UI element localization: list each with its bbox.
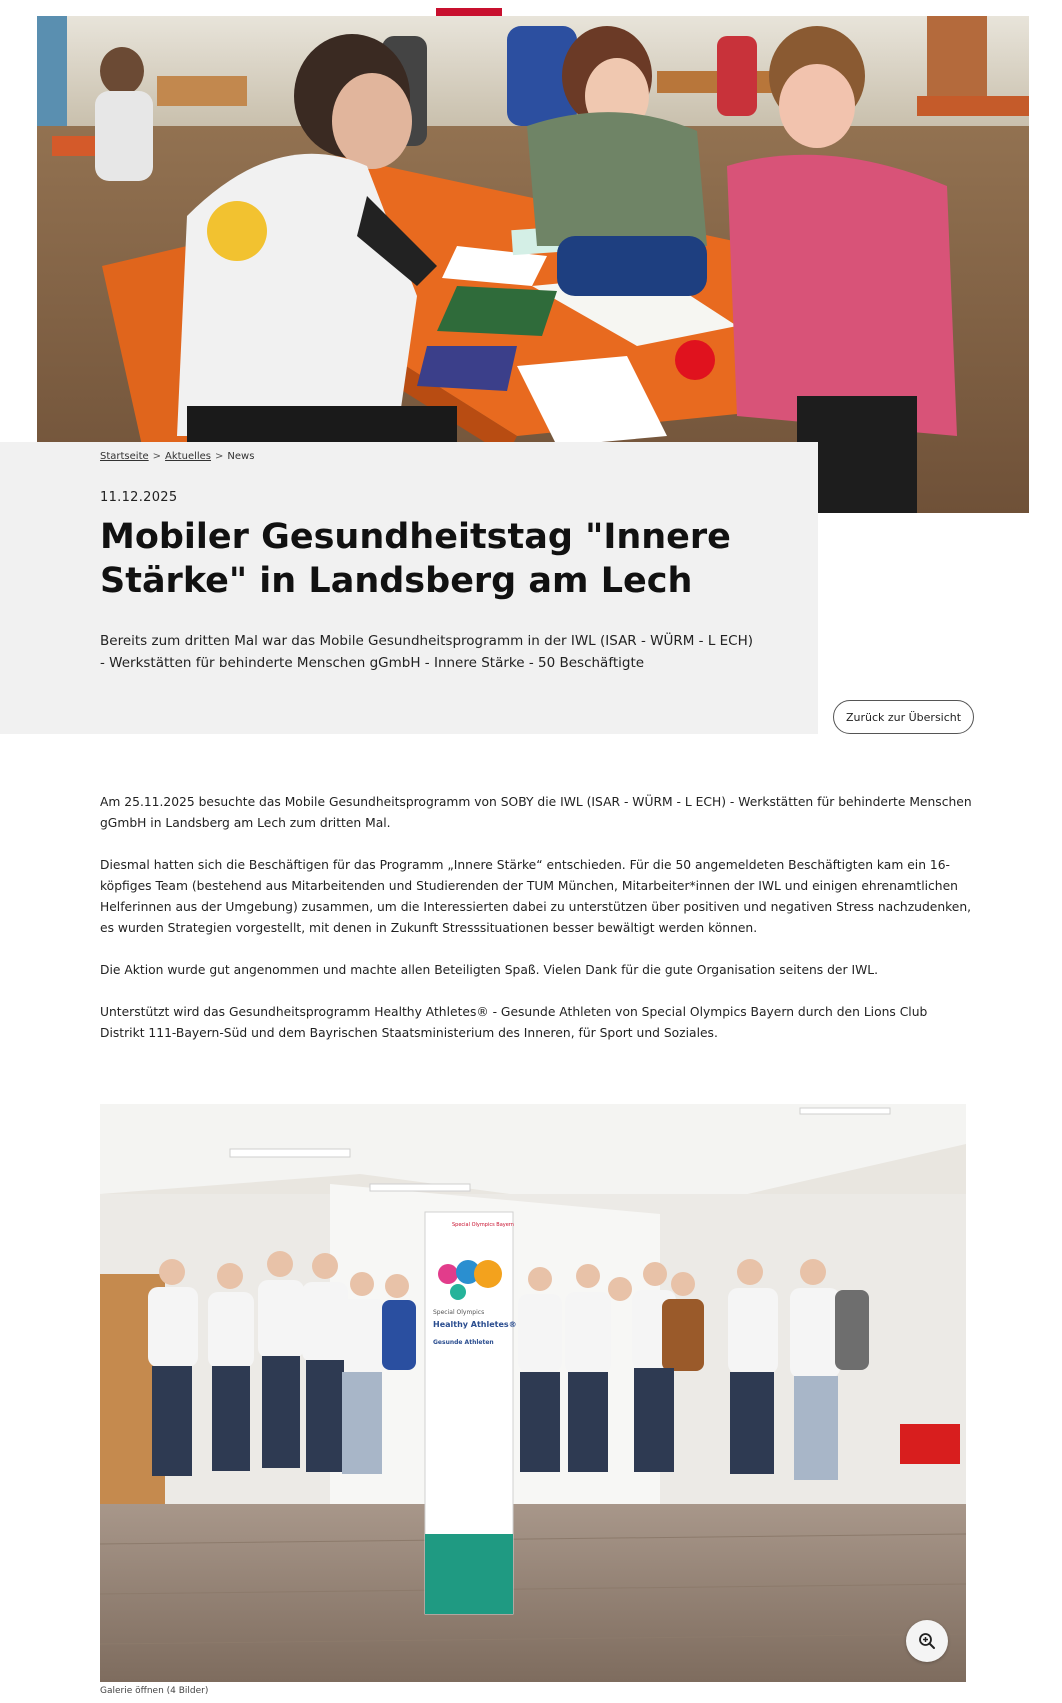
hero-image xyxy=(37,16,1029,513)
hero-photo-illustration xyxy=(37,16,1029,513)
zoom-in-icon xyxy=(918,1632,936,1650)
banner-text-line: Healthy Athletes® xyxy=(433,1320,517,1329)
article-date: 11.12.2025 xyxy=(100,490,178,505)
zoom-in-button[interactable] xyxy=(906,1620,948,1662)
breadcrumb xyxy=(100,451,254,462)
group-photo-illustration xyxy=(100,1104,966,1682)
breadcrumb-item-startseite[interactable]: Startseite xyxy=(100,451,149,462)
article-paragraph: Unterstützt wird das Gesundheitsprogramm Healthy Athletes® - Gesunde Athleten von Special Olympics Bayern durch den Lions Club Distrikt 111-Bayern-Süd und dem Bayrischen Staatsministerium des Inneren, für Sport und Soziales. xyxy=(100,1005,928,1040)
article-body xyxy=(100,792,972,1065)
banner-text-line: Gesunde Athleten xyxy=(433,1339,494,1346)
banner-text-line: Special Olympics xyxy=(433,1309,485,1316)
open-gallery-link[interactable]: Galerie öffnen (4 Bilder) xyxy=(100,1686,209,1696)
gallery-image[interactable] xyxy=(100,1104,966,1682)
article-lead: Bereits zum dritten Mal war das Mobile Gesundheitsprogramm in der IWL (ISAR - WÜRM - L ECH) - Werkstätten für behinderte Menschen gGmbH - Innere Stärke - 50 Beschäftigte xyxy=(100,633,754,671)
breadcrumb-item-aktuelles[interactable]: Aktuelles xyxy=(165,451,212,462)
breadcrumb-item-news: News xyxy=(227,451,255,462)
back-to-overview-button[interactable]: Zurück zur Übersicht xyxy=(833,700,974,734)
article-paragraph: Diesmal hatten sich die Beschäftigen für das Programm „Innere Stärke“ entschieden. Für die 50 angemeldeten Beschäftigten kam ein 16-köpfiges Team (bestehend aus Mitarbeitenden und Studierenden der TUM München, Mitarbeiter*innen der IWL und einigen ehrenamtlichen Helferinnen aus der Umgebung) zusammen, um die Interessierten dabei zu unterstützen über positiven und negativen Stress nachzudenken, es wurden Strategien vorgestellt, mit denen in Zukunft Stresssituationen besser bewältigt werden können. xyxy=(100,858,972,935)
hero-accent-bar xyxy=(436,8,502,16)
article-paragraph: Am 25.11.2025 besuchte das Mobile Gesundheitsprogramm von SOBY die IWL (ISAR - WÜRM - L ECH) - Werkstätten für behinderte Menschen gGmbH in Landsberg am Lech zum dritten Mal. xyxy=(100,795,972,830)
page-title: Mobiler Gesundheitstag "Innere Stärke" in Landsberg am Lech xyxy=(100,517,731,601)
article-paragraph: Die Aktion wurde gut angenommen und machte allen Beteiligten Spaß. Vielen Dank für die gute Organisation seitens der IWL. xyxy=(100,963,878,977)
banner-text-top: Special Olympics Bayern xyxy=(452,1222,514,1228)
breadcrumb-separator: > xyxy=(215,451,224,462)
breadcrumb-separator: > xyxy=(152,451,162,462)
